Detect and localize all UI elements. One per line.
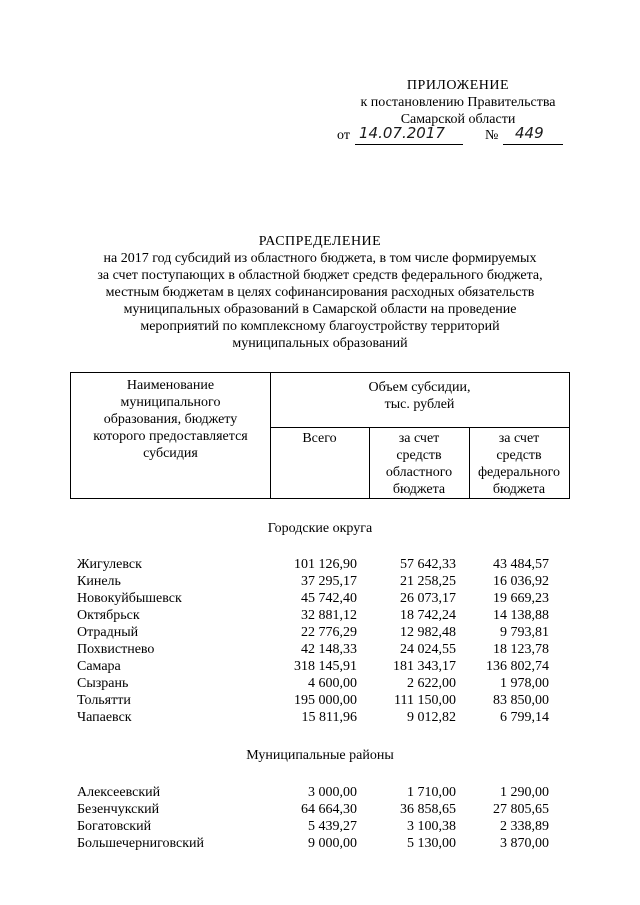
row-total: 9 000,00 — [308, 836, 357, 851]
header-text: бюджета — [392, 482, 446, 497]
header-volume-column — [270, 379, 569, 413]
appendix-date-number — [337, 124, 577, 147]
row-federal: 136 802,74 — [486, 659, 549, 674]
row-total: 4 600,00 — [308, 676, 357, 691]
row-name: Тольятти — [77, 693, 131, 708]
row-federal: 19 669,23 — [493, 591, 549, 606]
table-row — [77, 835, 557, 852]
table-row — [77, 675, 557, 692]
table-row — [77, 556, 557, 573]
row-name: Октябрьск — [77, 608, 140, 623]
row-federal: 6 799,14 — [500, 710, 549, 725]
table-row — [77, 624, 557, 641]
row-federal: 18 123,78 — [493, 642, 549, 657]
header-text: Наименование — [126, 378, 215, 393]
row-federal: 1 290,00 — [500, 785, 549, 800]
heading-line: местным бюджетам в целях софинансирования расходных обязательств — [105, 285, 535, 300]
date-prefix: от — [337, 128, 350, 143]
row-name: Жигулевск — [77, 557, 142, 572]
row-total: 3 000,00 — [308, 785, 357, 800]
header-text: тыс. рублей — [384, 397, 455, 412]
date-underline — [355, 144, 463, 145]
heading-line: муниципальных образований в Самарской области на проведение — [123, 302, 517, 317]
number-value: 449 — [515, 124, 544, 142]
row-regional: 181 343,17 — [393, 659, 456, 674]
number-underline — [503, 144, 563, 145]
appendix-line-1: к постановлению Правительства — [360, 95, 556, 110]
row-federal: 16 036,92 — [493, 574, 549, 589]
header-text: субсидия — [143, 446, 198, 461]
heading-line: муниципальных образований — [232, 336, 408, 351]
row-regional: 3 100,38 — [407, 819, 456, 834]
heading-line: мероприятий по комплексному благоустройству территорий — [140, 319, 500, 334]
table-row — [77, 658, 557, 675]
row-name: Сызрань — [77, 676, 129, 691]
header-text: за счет — [498, 431, 540, 446]
row-name: Отрадный — [77, 625, 139, 640]
row-total: 37 295,17 — [301, 574, 357, 589]
header-text: которого предоставляется — [93, 429, 248, 444]
row-regional: 5 130,00 — [407, 836, 456, 851]
table-row — [77, 709, 557, 726]
header-text: Объем субсидии, — [368, 380, 471, 395]
heading-line: на 2017 год субсидий из областного бюджета, в том числе формируемых — [103, 251, 537, 266]
header-total-column — [270, 430, 369, 447]
row-total: 22 776,29 — [301, 625, 357, 640]
heading-line: за счет поступающих в областной бюджет средств федерального бюджета, — [97, 268, 543, 283]
row-name: Самара — [77, 659, 121, 674]
row-name: Чапаевск — [77, 710, 132, 725]
row-total: 318 145,91 — [294, 659, 357, 674]
table-row — [77, 607, 557, 624]
header-name-column — [71, 377, 270, 462]
row-regional: 111 150,00 — [394, 693, 456, 708]
header-regional-column — [369, 430, 469, 498]
table-row — [77, 573, 557, 590]
table-row — [77, 590, 557, 607]
row-name: Кинель — [77, 574, 121, 589]
row-total: 15 811,96 — [301, 710, 357, 725]
row-name: Большечерниговский — [77, 836, 205, 851]
row-regional: 36 858,65 — [400, 802, 456, 817]
header-text: бюджета — [492, 482, 546, 497]
row-regional: 57 642,33 — [400, 557, 456, 572]
row-total: 32 881,12 — [301, 608, 357, 623]
header-text: средств — [396, 448, 442, 463]
row-federal: 43 484,57 — [493, 557, 549, 572]
document-heading — [70, 233, 570, 352]
row-federal: 83 850,00 — [493, 693, 549, 708]
row-total: 45 742,40 — [301, 591, 357, 606]
header-text: за счет — [398, 431, 440, 446]
row-regional: 12 982,48 — [400, 625, 456, 640]
header-text: образования, бюджету — [103, 412, 238, 427]
header-text: муниципального — [120, 395, 221, 410]
row-federal: 14 138,88 — [493, 608, 549, 623]
row-total: 5 439,27 — [308, 819, 357, 834]
appendix-block — [338, 77, 578, 128]
row-total: 42 148,33 — [301, 642, 357, 657]
table-divider — [270, 427, 569, 428]
row-name: Алексеевский — [77, 785, 161, 800]
row-federal: 9 793,81 — [500, 625, 549, 640]
heading-title: РАСПРЕДЕЛЕНИЕ — [258, 234, 382, 249]
row-name: Богатовский — [77, 819, 152, 834]
row-total: 195 000,00 — [294, 693, 357, 708]
table-header — [70, 372, 570, 499]
row-name: Безенчукский — [77, 802, 160, 817]
row-name: Похвистнево — [77, 642, 155, 657]
table-row — [77, 692, 557, 709]
table-row — [77, 784, 557, 801]
header-text: средств — [496, 448, 542, 463]
row-federal: 3 870,00 — [500, 836, 549, 851]
section-title-city-districts: Городские округа — [267, 521, 373, 536]
row-regional: 21 258,25 — [400, 574, 456, 589]
header-text: федерального — [477, 465, 561, 480]
row-federal: 27 805,65 — [493, 802, 549, 817]
row-federal: 2 338,89 — [500, 819, 549, 834]
date-value: 14.07.2017 — [359, 124, 445, 142]
row-regional: 9 012,82 — [407, 710, 456, 725]
row-total: 64 664,30 — [301, 802, 357, 817]
table-row — [77, 818, 557, 835]
section-title-municipal-districts: Муниципальные районы — [246, 748, 394, 763]
row-regional: 2 622,00 — [407, 676, 456, 691]
appendix-title: ПРИЛОЖЕНИЕ — [406, 78, 510, 93]
row-name: Новокуйбышевск — [77, 591, 182, 606]
row-federal: 1 978,00 — [500, 676, 549, 691]
table-row — [77, 641, 557, 658]
header-text: Всего — [302, 431, 337, 446]
header-text: областного — [385, 465, 453, 480]
header-federal-column — [469, 430, 569, 498]
row-total: 101 126,90 — [294, 557, 357, 572]
row-regional: 1 710,00 — [407, 785, 456, 800]
row-regional: 18 742,24 — [400, 608, 456, 623]
table-row — [77, 801, 557, 818]
number-prefix: № — [485, 128, 499, 143]
appendix-line-2: Самарской области — [400, 112, 516, 127]
row-regional: 24 024,55 — [400, 642, 456, 657]
row-regional: 26 073,17 — [400, 591, 456, 606]
